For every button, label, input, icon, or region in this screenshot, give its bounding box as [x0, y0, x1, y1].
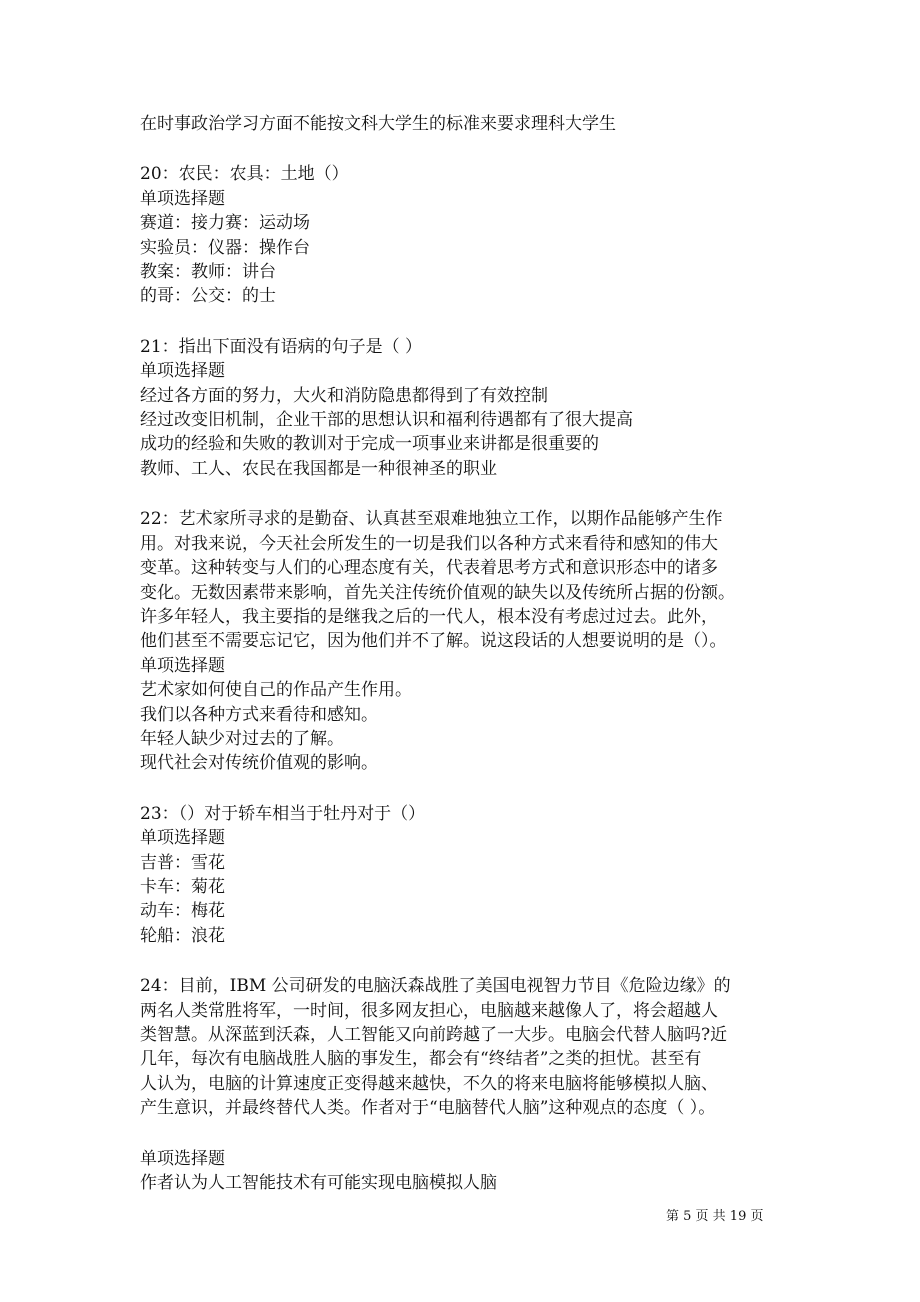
option: 年轻人缺少对过去的了解。 — [140, 728, 344, 749]
intro-line: 在时事政治学习方面不能按文科大学生的标准来要求理科大学生 — [140, 114, 616, 134]
question-23 — [140, 802, 790, 948]
question-stem: 20：农民：农具：土地（） — [140, 164, 349, 185]
option: 现代社会对传统价值观的影响。 — [140, 753, 378, 774]
intro-block — [140, 112, 790, 136]
question-stem: 23：（）对于轿车相当于牡丹对于（） — [140, 803, 426, 824]
option: 赛道：接力赛：运动场 — [140, 213, 310, 234]
question-stem-line: 22：艺术家所寻求的是勤奋、认真甚至艰难地独立工作，以期作品能够产生作 — [140, 509, 723, 530]
question-stem-line: 用。对我来说，今天社会所发生的一切是我们以各种方式来看待和感知的伟大 — [140, 533, 718, 554]
option: 吉普：雪花 — [140, 852, 225, 873]
option: 动车：梅花 — [140, 901, 225, 922]
option: 作者认为人工智能技术有可能实现电脑模拟人脑 — [140, 1173, 497, 1194]
question-stem-line: 他们甚至不需要忘记它，因为他们并不了解。说这段话的人想要说明的是（）。 — [140, 631, 727, 652]
option: 我们以各种方式来看待和感知。 — [140, 704, 378, 725]
question-type: 单项选择题 — [140, 828, 225, 849]
option: 轮船：浪花 — [140, 925, 225, 946]
option: 教师、工人、农民在我国都是一种很神圣的职业 — [140, 458, 497, 479]
question-type: 单项选择题 — [140, 361, 225, 382]
option: 经过改变旧机制，企业干部的思想认识和福利待遇都有了很大提高 — [140, 410, 633, 431]
question-stem-line: 类智慧。从深蓝到沃森，人工智能又向前跨越了一大步。电脑会代替人脑吗?近 — [140, 1025, 728, 1045]
option: 经过各方面的努力，大火和消防隐患都得到了有效控制 — [140, 385, 548, 406]
question-stem: 21：指出下面没有语病的句子是（ ） — [140, 336, 423, 357]
page-content — [140, 112, 790, 1221]
question-stem-line: 人认为，电脑的计算速度正变得越来越快，不久的将来电脑将能够模拟人脑、 — [140, 1073, 718, 1094]
question-stem-line: 产生意识，并最终替代人类。作者对于“电脑替代人脑”这种观点的态度（ ）。 — [140, 1098, 716, 1119]
question-stem-line: 几年，每次有电脑战胜人脑的事发生，都会有“终结者”之类的担忧。甚至有 — [140, 1049, 702, 1070]
question-21 — [140, 335, 790, 481]
option: 实验员：仪器：操作台 — [140, 237, 310, 258]
question-type: 单项选择题 — [140, 1148, 225, 1169]
question-type: 单项选择题 — [140, 188, 225, 209]
option: 的哥：公交：的士 — [140, 286, 276, 307]
question-stem-line: 许多年轻人，我主要指的是继我之后的一代人，根本没有考虑过过去。此外， — [140, 606, 718, 627]
option: 卡车：菊花 — [140, 876, 225, 897]
page-number-footer: 第 5 页 共 19 页 — [666, 1209, 764, 1224]
question-stem-line: 变化。无数因素带来影响，首先关注传统价值观的缺失以及传统所占据的份额。 — [140, 582, 735, 603]
question-24-answers — [140, 1147, 790, 1196]
option: 教案：教师：讲台 — [140, 262, 276, 283]
question-stem-line: 24：目前，IBM 公司研发的电脑沃森战胜了美国电视智力节目《危险边缘》的 — [140, 976, 731, 997]
question-type: 单项选择题 — [140, 655, 225, 676]
question-20 — [140, 162, 790, 308]
question-stem-line: 两名人类常胜将军，一时间，很多网友担心，电脑越来越像人了，将会超越人 — [140, 1000, 718, 1021]
question-24-stem — [140, 974, 790, 1120]
option: 成功的经验和失败的教训对于完成一项事业来讲都是很重要的 — [140, 434, 599, 455]
question-22 — [140, 507, 790, 775]
question-stem-line: 变革。这种转变与人们的心理态度有关，代表着思考方式和意识形态中的诸多 — [140, 558, 718, 579]
option: 艺术家如何使自己的作品产生作用。 — [140, 680, 412, 701]
